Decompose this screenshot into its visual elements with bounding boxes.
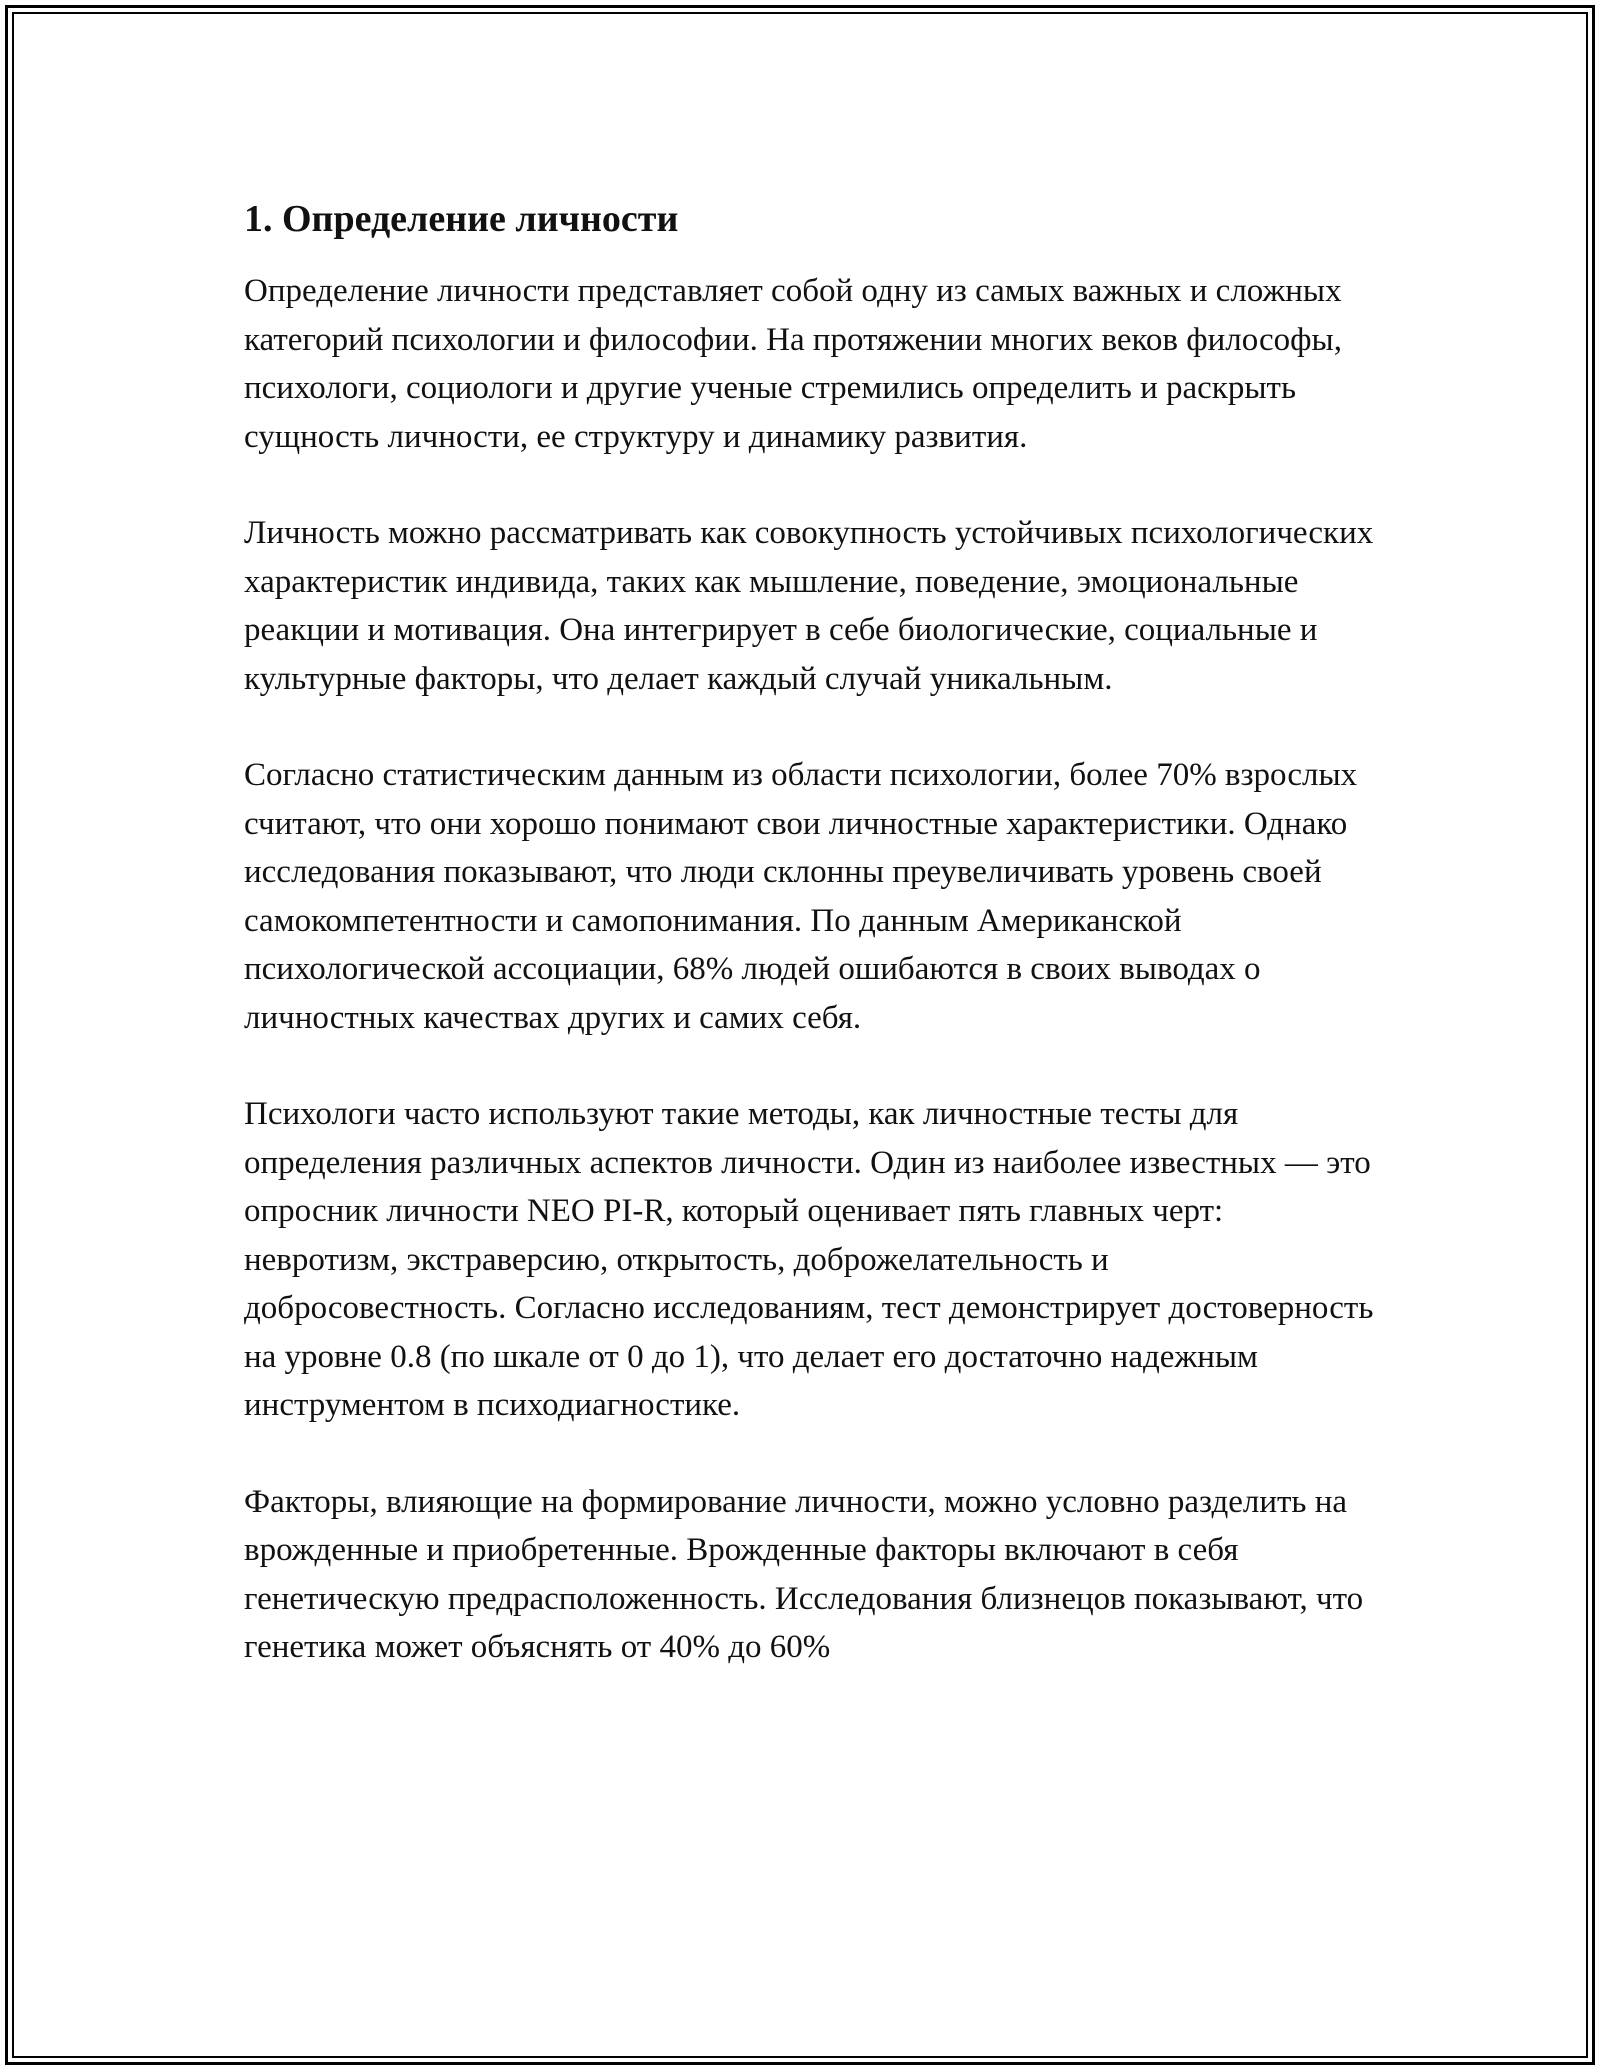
paragraph-2: Личность можно рассматривать как совокупность устойчивых психологических характеристик индивида, таких как мышление, поведение, эмоциональные реакции и мотивация. Она интегрирует в себе биологические, социальные и культурные факторы, что делает каждый случай уникальным. — [244, 515, 1374, 697]
paragraph-4: Психологи часто используют такие методы, как личностные тесты для определения различных аспектов личности. Один из наиболее известных — это опросник личности NEO PI-R, который оценивает пять главных черт: невротизм, экстраверсию, открытость, доброжелательность и добросовестность. Согласно исследованиям, тест демонстрирует достоверность на уровне 0.8 (по шкале от 0 до 1), что делает его достаточно надежным инструментом в психодиагностике. — [244, 1096, 1374, 1423]
paragraph-3: Согласно статистическим данным из области психологии, более 70% взрослых считают, что они хорошо понимают свои личностные характеристики. Однако исследования показывают, что люди склонны преувеличивать уровень своей самокомпетентности и самопонимания. По данным Американской психологической ассоциации, 68% людей ошибаются в своих выводах о личностных качествах других и самих себя. — [244, 757, 1358, 1036]
document-body — [244, 193, 1374, 1720]
paragraph-5: Факторы, влияющие на формирование личности, можно условно разделить на врожденные и приобретенные. Врожденные факторы включают в себя генетическую предрасположенность. Исследования близнецов показывают, что генетика может объяснять от 40% до 60% — [244, 1483, 1364, 1665]
paragraph-1: Определение личности представляет собой одну из самых важных и сложных категорий психологии и философии. На протяжении многих веков философы, психологи, социологи и другие ученые стремились определить и раскрыть сущность личности, ее структуру и динамику развития. — [244, 273, 1342, 455]
section-heading: 1. Определение личности — [244, 198, 679, 240]
page-frame — [5, 5, 1595, 2065]
